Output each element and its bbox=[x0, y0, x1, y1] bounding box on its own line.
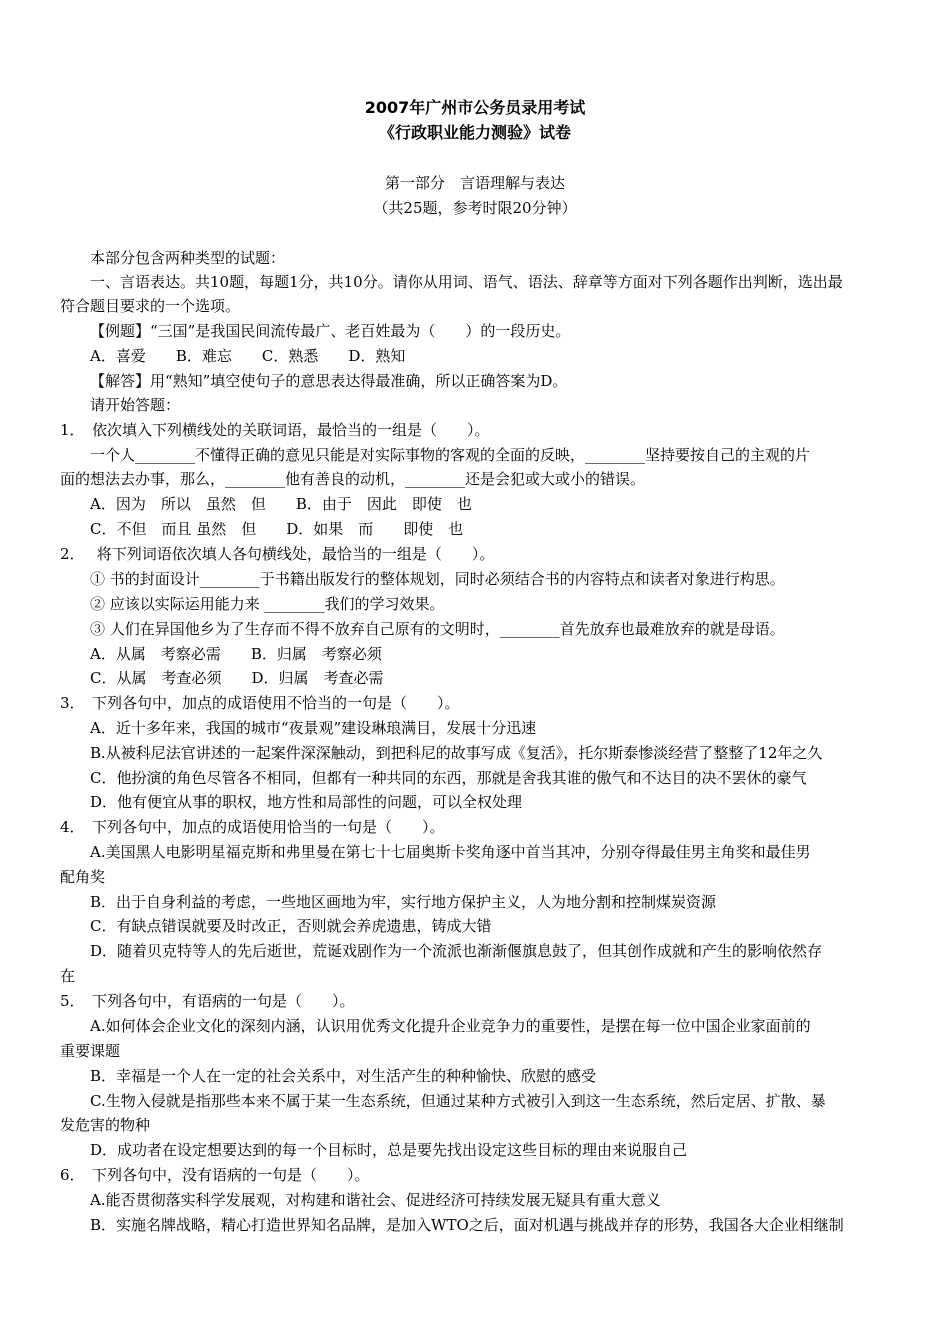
intro-line: 一、言语表达。共10题，每题1分，共10分。请你从用词、语气、语法、辞章等方面对下列各题作出判断，选出最 bbox=[90, 273, 843, 291]
question-text: ② 应该以实际运用能力来 ________我们的学习效果。 bbox=[90, 595, 445, 613]
question-option: D．成功者在设定想要达到的每一个目标时，总是要先找出设定这些目标的理由来说服自己 bbox=[90, 1141, 688, 1159]
question-options: A．因为 所以 虽然 但 B．由于 因此 即使 也 bbox=[90, 495, 472, 513]
intro-line: 本部分包含两种类型的试题： bbox=[90, 249, 286, 267]
question-option: A.如何体会企业文化的深刻内涵，认识用优秀文化提升企业竞争力的重要性，是摆在每一位中国企业家面前的 bbox=[90, 1017, 811, 1035]
question-option: 配角奖 bbox=[60, 868, 106, 886]
question-stem: 5． 下列各句中，有语病的一句是（ ）。 bbox=[60, 992, 355, 1010]
question-stem: 3． 下列各句中，加点的成语使用不恰当的一句是（ ）。 bbox=[60, 694, 460, 712]
question-option: 发危害的物种 bbox=[60, 1116, 151, 1134]
question-text: ③ 人们在异国他乡为了生存而不得不放弃自己原有的文明时，________首先放弃也最难放弃的就是母语。 bbox=[90, 620, 785, 638]
example-options: A．喜爱 B．难忘 C．熟悉 D．熟知 bbox=[90, 347, 406, 365]
part-title: 第一部分 言语理解与表达 bbox=[384, 174, 565, 192]
question-option: 在 bbox=[60, 967, 76, 985]
question-option: B.从被科尼法官讲述的一起案件深深触动，到把科尼的故事写成《复活》，托尔斯泰惨淡经营了整整了12年之久 bbox=[90, 744, 823, 762]
example-question: 【例题】“三国”是我国民间流传最广、老百姓最为（ ）的一段历史。 bbox=[90, 322, 571, 340]
question-text: ① 书的封面设计________于书籍出版发行的整体规划，同时必须结合书的内容特点和读者对象进行构思。 bbox=[90, 570, 785, 588]
question-option: D．他有便宜从事的职权，地方性和局部性的问题，可以全权处理 bbox=[90, 793, 523, 811]
question-option: C.生物入侵就是指那些本来不属于某一生态系统，但通过某种方式被引入到这一生态系统，然后定居、扩散、暴 bbox=[90, 1092, 826, 1110]
question-option: D．随着贝克特等人的先后逝世，荒诞戏剧作为一个流派也渐渐偃旗息鼓了，但其创作成就和产生的影响依然存 bbox=[90, 942, 823, 960]
question-option: A.能否贯彻落实科学发展观，对构建和谐社会、促进经济可持续发展无疑具有重大意义 bbox=[90, 1191, 661, 1209]
question-option: A.美国黑人电影明星福克斯和弗里曼在第七十七届奥斯卡奖角逐中首当其冲，分别夺得最佳男主角奖和最佳男 bbox=[90, 843, 811, 861]
question-option: C．他扮演的角色尽管各不相同，但都有一种共同的东西，那就是舍我其谁的傲气和不达目的决不罢休的豪气 bbox=[90, 769, 807, 787]
question-option: B．出于自身利益的考虑，一些地区画地为牢，实行地方保护主义，人为地分割和控制煤炭资源 bbox=[90, 893, 717, 911]
question-stem: 4． 下列各句中，加点的成语使用恰当的一句是（ ）。 bbox=[60, 818, 445, 836]
question-stem: 6． 下列各句中，没有语病的一句是（ ）。 bbox=[60, 1166, 370, 1184]
question-option: A．近十多年来，我国的城市“夜景观”建设琳琅满目，发展十分迅速 bbox=[90, 719, 537, 737]
question-options: A．从属 考察必需 B．归属 考察必须 bbox=[90, 645, 382, 663]
exam-subtitle: 《行政职业能力测验》试卷 bbox=[378, 123, 571, 142]
start-prompt: 请开始答题： bbox=[90, 396, 181, 414]
question-options: C．不但 而且 虽然 但 D．如果 而 即使 也 bbox=[90, 520, 464, 538]
question-stem: 1． 依次填入下列横线处的关联词语，最恰当的一组是（ ）。 bbox=[60, 421, 490, 439]
question-option: 重要课题 bbox=[60, 1042, 121, 1060]
question-text: 一个人________不懂得正确的意见只能是对实际事物的客观的全面的反映，________坚持要按自己的主观的片 bbox=[90, 446, 811, 464]
question-options: C．从属 考查必须 D．归属 考查必需 bbox=[90, 669, 384, 687]
question-option: B．幸福是一个人在一定的社会关系中，对生活产生的种种愉快、欣慰的感受 bbox=[90, 1067, 597, 1085]
question-option: C．有缺点错误就要及时改正，否则就会养虎遗患，铸成大错 bbox=[90, 917, 492, 935]
example-answer: 【解答】用“熟知”填空使句子的意思表达得最准确，所以正确答案为D。 bbox=[90, 372, 568, 390]
exam-title: 2007年广州市公务员录用考试 bbox=[364, 98, 586, 117]
question-text: 面的想法去办事，那么，________他有善良的动机，________还是会犯或大或小的错误。 bbox=[60, 470, 646, 488]
part-note: （共25题，参考时限20分钟） bbox=[373, 199, 577, 217]
question-option: B．实施名牌战略，精心打造世界知名品牌，是加入WTO之后，面对机遇与挑战并存的形势，我国各大企业相继制 bbox=[90, 1216, 844, 1234]
intro-line: 符合题目要求的一个选项。 bbox=[60, 297, 241, 315]
question-stem: 2． 将下列词语依次填人各句横线处，最恰当的一组是（ ）。 bbox=[60, 545, 495, 563]
